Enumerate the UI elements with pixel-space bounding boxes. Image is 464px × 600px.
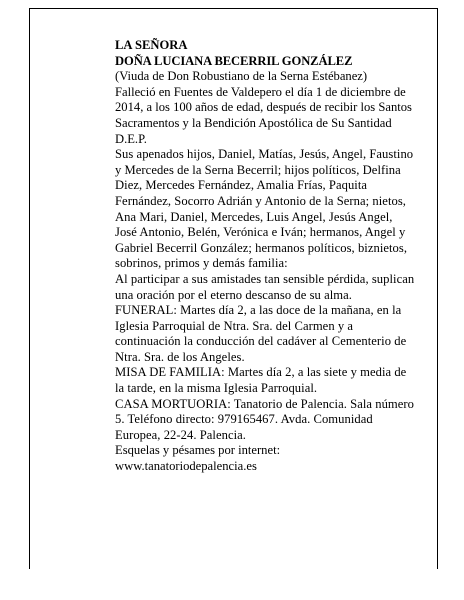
condolences-label: Esquelas y pésames por internet: (115, 443, 281, 458)
prayer-request: Al participar a sus amistades tan sensible pérdida, suplican una oración por el eterno descanso de su alma. (115, 271, 415, 302)
widow-line: (Viuda de Don Robustiano de la Serna Estébanez) (115, 69, 368, 84)
notice-heading: LA SEÑORA (115, 38, 188, 52)
rip-line: D.E.P. (115, 131, 147, 146)
family-mass-details: MISA DE FAMILIA: Martes día 2, a las siete y media de la tarde, en la misma Iglesia Parroquial. (115, 365, 407, 396)
deceased-name: DOÑA LUCIANA BECERRIL GONZÁLEZ (115, 53, 353, 68)
website-link: www.tanatoriodepalencia.es (115, 459, 257, 474)
death-paragraph: Falleció en Fuentes de Valdepero el día 1 de diciembre de 2014, a los 100 años de edad, después de recibir los Santos Sacramentos y la Bendición Apostólica de Su Santidad (115, 84, 412, 130)
funeral-details: FUNERAL: Martes día 2, a las doce de la mañana, en la Iglesia Parroquial de Ntra. Sra. del Carmen y a continuación la conducción del cadáver al Cementerio de Ntra. Sra. de los Angeles. (115, 303, 407, 364)
funeral-home-details: CASA MORTUORIA: Tanatorio de Palencia. Sala número 5. Teléfono directo: 979165467. Avda. Comunidad Europea, 22-24. Palencia. (115, 396, 414, 442)
obituary-notice (115, 38, 415, 475)
family-paragraph: Sus apenados hijos, Daniel, Matías, Jesús, Angel, Faustino y Mercedes de la Serna Becerril; hijos políticos, Delfina Diez, Mercedes Fernández, Amalia Frías, Paquita Fernández, Socorro Adrián y Antonio de la Serna; nietos, Ana Mari, Daniel, Mercedes, Luis Angel, Jesús Angel, José Antonio, Belén, Verónica e Iván; hermanos, Angel y Gabriel Becerril González; hermanos políticos, biznietos, sobrinos, primos y demás familia: (115, 147, 414, 271)
